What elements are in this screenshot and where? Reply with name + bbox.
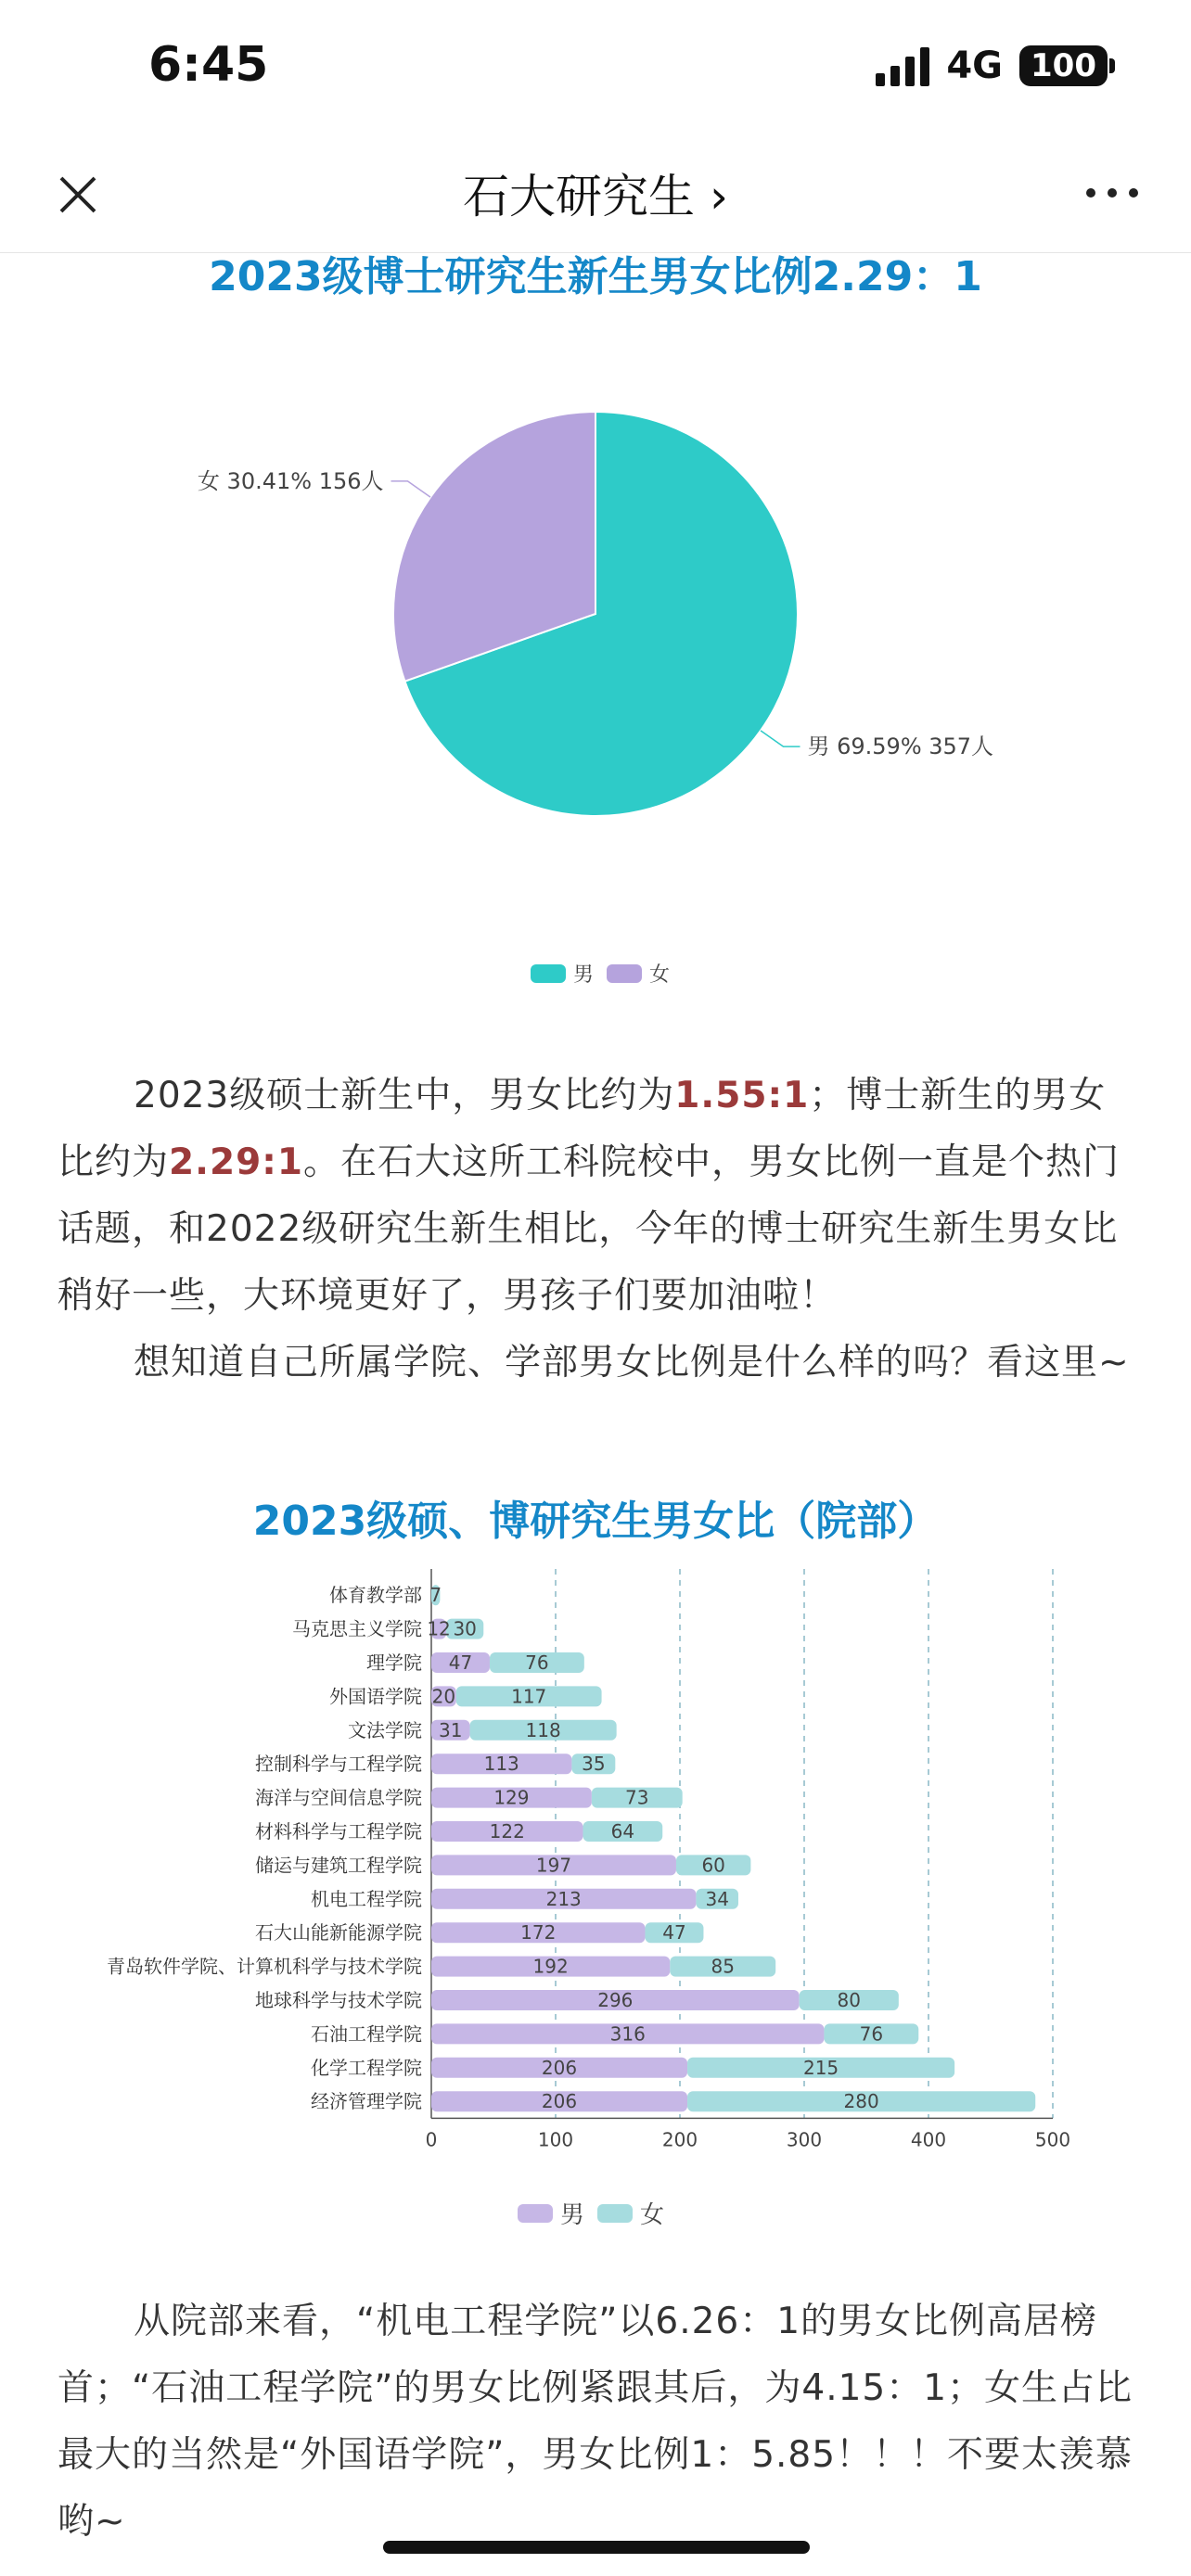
bar-male-value: 122 <box>489 1820 525 1843</box>
bar-male-value: 197 <box>535 1854 572 1877</box>
p1-text-b: ；博士新生的男女比约为 <box>58 1075 1107 1183</box>
category-label: 青岛软件学院、计算机科学与技术学院 <box>107 1955 422 1978</box>
legend-female-label: 女 <box>649 963 671 987</box>
category-label: 外国语学院 <box>329 1685 422 1708</box>
bar-legend-female-swatch <box>597 2204 633 2223</box>
bar-female-value: 7 <box>429 1584 442 1607</box>
paragraph-ratio-summary <box>58 1063 1133 1330</box>
status-time: 6:45 <box>148 37 269 93</box>
p2-text: 想知道自己所属学院、学部男女比例是什么样的吗？看这里~ <box>134 1342 1130 1384</box>
legend-male-label: 男 <box>573 963 595 987</box>
p1-ratio-master: 1.55:1 <box>674 1075 810 1116</box>
network-label: 4G <box>946 45 1004 87</box>
pie-chart <box>0 352 1191 872</box>
category-label: 控制科学与工程学院 <box>255 1753 422 1776</box>
paragraph-department-summary <box>58 2289 1133 2556</box>
category-label: 经济管理学院 <box>311 2090 422 2113</box>
p3-text: 从院部来看，“机电工程学院”以6.26：1的男女比例高居榜首；“石油工程学院”的男女比例紧跟其后，为4.15：1；女生占比最大的当然是“外国语学院”，男女比例1：5.85！！！不要太羡慕哟~ <box>58 2301 1133 2543</box>
category-label: 机电工程学院 <box>311 1887 422 1910</box>
category-label: 材料科学与工程学院 <box>255 1820 422 1843</box>
paragraph-see-here <box>58 1330 1133 1396</box>
bar-female-value: 47 <box>662 1921 686 1945</box>
pie-chart-title: 2023级博士研究生新生男女比例2.29：1 <box>209 253 982 300</box>
bar-female-value: 215 <box>802 2056 839 2079</box>
battery-icon: 100 <box>1019 45 1108 86</box>
bar-female-value: 60 <box>701 1854 725 1877</box>
bar-female-value: 280 <box>843 2090 879 2113</box>
bar-female-value: 76 <box>859 2022 884 2046</box>
x-tick-label: 100 <box>537 2128 574 2151</box>
category-label: 理学院 <box>366 1651 422 1674</box>
category-label: 文法学院 <box>348 1718 422 1741</box>
category-label: 储运与建筑工程学院 <box>255 1854 422 1877</box>
bar-male-value: 12 <box>427 1617 451 1640</box>
nav-bar <box>0 139 1191 253</box>
status-bar <box>0 0 1191 139</box>
x-tick-label: 200 <box>661 2128 698 2151</box>
bar-male-value: 172 <box>520 1921 557 1945</box>
bar-chart <box>0 1558 1191 2161</box>
category-label: 体育教学部 <box>329 1584 422 1607</box>
category-label: 海洋与空间信息学院 <box>255 1786 422 1809</box>
status-icons <box>876 45 1108 87</box>
bar-male-value: 113 <box>483 1753 519 1776</box>
signal-icon <box>876 45 929 86</box>
legend-male-swatch <box>531 964 566 983</box>
more-button[interactable] <box>1080 165 1145 221</box>
bar-legend-male[interactable] <box>518 2196 584 2230</box>
pie-legend <box>531 959 670 988</box>
category-label: 马克思主义学院 <box>292 1617 422 1640</box>
bar-male-value: 129 <box>493 1786 530 1809</box>
x-tick-label: 0 <box>425 2128 438 2151</box>
pie-label-line <box>391 481 430 497</box>
bar-female-value: 35 <box>582 1753 606 1776</box>
bar-female-value: 76 <box>525 1651 549 1674</box>
bar-legend-female-label: 女 <box>640 2201 665 2229</box>
legend-male[interactable] <box>531 959 594 988</box>
category-label: 石油工程学院 <box>311 2022 422 2046</box>
bar-legend-male-label: 男 <box>560 2201 585 2229</box>
bar-female-value: 34 <box>705 1887 729 1910</box>
bar-legend-female[interactable] <box>597 2196 664 2230</box>
bar-female-value: 73 <box>625 1786 649 1809</box>
category-label: 地球科学与技术学院 <box>255 1989 422 2011</box>
legend-female-swatch <box>607 964 642 983</box>
category-label: 石大山能新能源学院 <box>255 1921 422 1945</box>
bar-female-value: 80 <box>837 1989 861 2011</box>
bar-male-value: 213 <box>545 1887 582 1910</box>
bar-male-value: 206 <box>541 2056 578 2079</box>
account-title[interactable]: 石大研究生 › <box>463 170 728 223</box>
x-tick-label: 300 <box>786 2128 823 2151</box>
x-tick-label: 500 <box>1034 2128 1071 2151</box>
bar-legend-male-swatch <box>518 2204 553 2223</box>
home-indicator <box>383 2541 810 2554</box>
p1-text-a: 2023级硕士新生中，男女比约为 <box>134 1075 675 1116</box>
bar-male-value: 296 <box>597 1989 634 2011</box>
bar-male-value: 31 <box>439 1718 463 1741</box>
bar-female-value: 118 <box>525 1718 561 1741</box>
bar-male-value: 316 <box>609 2022 646 2046</box>
bar-female-value: 85 <box>711 1955 735 1978</box>
bar-male-value: 206 <box>541 2090 578 2113</box>
category-label: 化学工程学院 <box>311 2056 422 2079</box>
pie-label-male: 男 69.59% 357人 <box>807 733 994 760</box>
bar-male-value: 47 <box>448 1651 473 1674</box>
x-tick-label: 400 <box>910 2128 947 2151</box>
pie-label-line <box>761 731 800 746</box>
bar-female-value: 64 <box>610 1820 635 1843</box>
legend-female[interactable] <box>607 959 670 988</box>
p1-text-c: 。在石大这所工科院校中，男女比例一直是个热门话题，和2022级研究生新生相比，今年的博士研究生新生男女比稍好一些，大环境更好了，男孩子们要加油啦！ <box>58 1141 1120 1317</box>
bar-legend <box>518 2196 664 2230</box>
p1-ratio-doctor: 2.29:1 <box>169 1141 303 1183</box>
bar-female-value: 30 <box>453 1617 477 1640</box>
more-icon <box>1080 165 1145 221</box>
bar-male-value: 20 <box>431 1685 456 1708</box>
pie-label-female: 女 30.41% 156人 <box>197 467 384 494</box>
bar-female-value: 117 <box>511 1685 547 1708</box>
bar-chart-title: 2023级硕、博研究生男女比（院部） <box>252 1498 939 1545</box>
bar-male-value: 192 <box>532 1955 569 1978</box>
